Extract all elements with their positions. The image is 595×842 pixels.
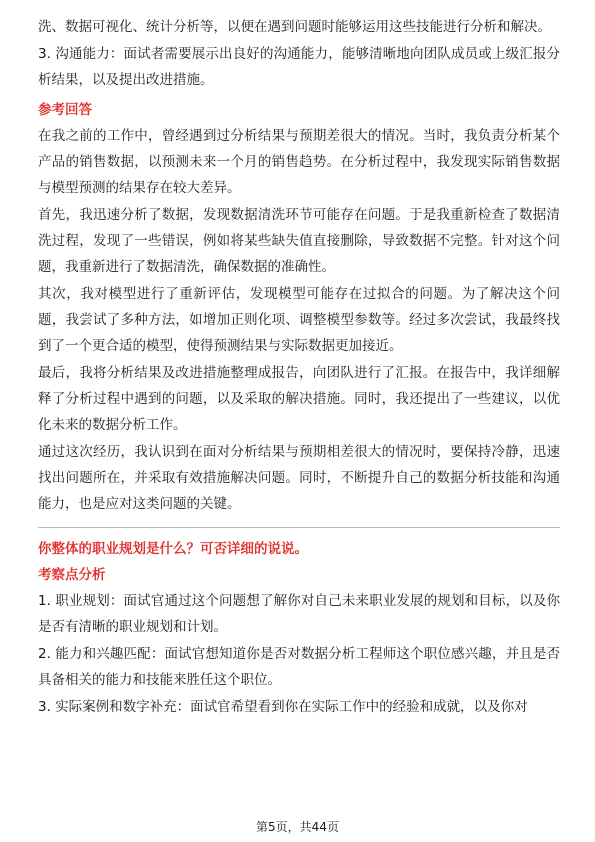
section-divider	[38, 527, 560, 528]
analysis-point: 2. 能力和兴趣匹配：面试官想知道你是否对数据分析工程师这个职位感兴趣，并且是否具备相关的能力和技能来胜任这个职位。	[38, 646, 560, 688]
document-page	[38, 14, 560, 721]
page-number: 第5页，共44页	[256, 820, 339, 834]
answer-paragraph: 其次，我对模型进行了重新评估，发现模型可能存在过拟合的问题。为了解决这个问题，我尝试了多种方法，如增加正则化项、调整模型参数等。经过多次尝试，我最终找到了一个更合适的模型，使得预测结果与实际数据更加接近。	[38, 286, 560, 354]
paragraph-communication-ability: 3. 沟通能力：面试者需要展示出良好的沟通能力，能够清晰地向团队成员或上级汇报分析结果，以及提出改进措施。	[38, 46, 560, 88]
paragraph-continued: 洗、数据可视化、统计分析等，以便在遇到问题时能够运用这些技能进行分析和解决。	[38, 19, 551, 35]
analysis-heading: 考察点分析	[38, 567, 106, 583]
answer-paragraph: 最后，我将分析结果及改进措施整理成报告，向团队进行了汇报。在报告中，我详细解释了分析过程中遇到的问题，以及采取的解决措施。同时，我还提出了一些建议，以优化未来的数据分析工作。	[38, 365, 560, 433]
question-title: 你整体的职业规划是什么？可否详细的说说。	[38, 541, 308, 557]
analysis-point: 1. 职业规划：面试官通过这个问题想了解你对自己未来职业发展的规划和目标，以及你是否有清晰的职业规划和计划。	[38, 593, 560, 635]
answer-paragraph: 首先，我迅速分析了数据，发现数据清洗环节可能存在问题。于是我重新检查了数据清洗过程，发现了一些错误，例如将某些缺失值直接删除，导致数据不完整。针对这个问题，我重新进行了数据清洗，确保数据的准确性。	[38, 207, 560, 275]
analysis-point: 3. 实际案例和数字补充：面试官希望看到你在实际工作中的经验和成就，以及你对	[38, 699, 528, 715]
reference-answer-heading: 参考回答	[38, 102, 92, 118]
answer-paragraph: 通过这次经历，我认识到在面对分析结果与预期相差很大的情况时，要保持冷静，迅速找出问题所在，并采取有效措施解决问题。同时，不断提升自己的数据分析技能和沟通能力，也是应对这类问题的关键。	[38, 444, 560, 512]
answer-paragraph: 在我之前的工作中，曾经遇到过分析结果与预期差很大的情况。当时，我负责分析某个产品的销售数据，以预测未来一个月的销售趋势。在分析过程中，我发现实际销售数据与模型预测的结果存在较大差异。	[38, 128, 560, 196]
